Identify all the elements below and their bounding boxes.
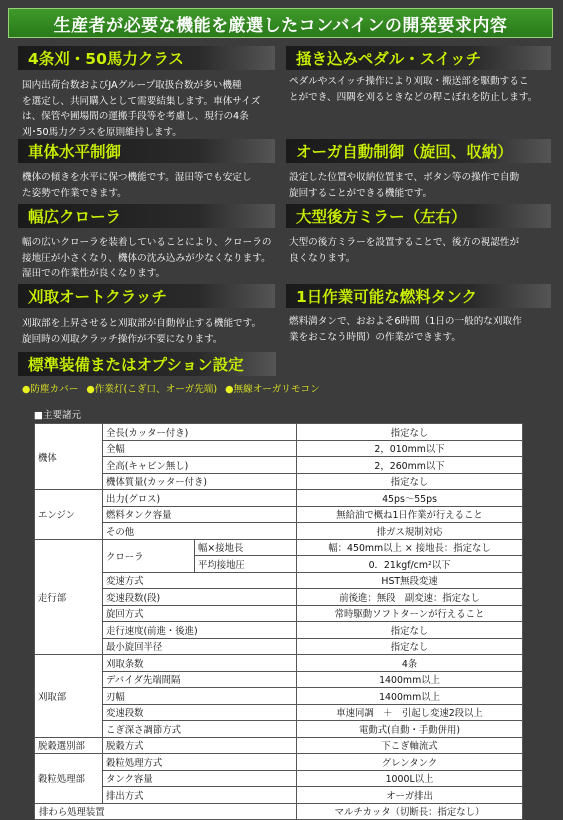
spec-item: 全幅: [103, 440, 297, 457]
spec-item: タンク容量: [103, 770, 297, 787]
options-list: [22, 381, 320, 395]
spec-item: デバイダ先端間隔: [103, 671, 297, 688]
table-row: [35, 523, 523, 540]
spec-item: 刈取条数: [103, 655, 297, 672]
spec-value: 幅：450mm以上 × 接地長：指定なし: [297, 539, 523, 556]
spec-item: 変速段数(段): [103, 589, 297, 606]
spec-item: 最小旋回半径: [103, 638, 297, 655]
feature-title-rear-mirror: 大型後方ミラー（左右）: [286, 204, 551, 228]
spec-value: オーガ排出: [297, 787, 523, 804]
feature-desc-rear-mirror: 大型の後方ミラーを設置することで、後方の視認性が 良くなります。: [289, 237, 520, 264]
spec-item: 穀粒処理方式: [103, 754, 297, 771]
table-row: [35, 440, 523, 457]
spec-value: 4条: [297, 655, 523, 672]
table-row: [35, 589, 523, 606]
spec-subitem: 平均接地圧: [195, 556, 297, 573]
spec-value: 2，260mm以下: [297, 457, 523, 474]
feature-desc-level-control: 機体の傾きを水平に保つ機能です。湿田等でも安定し た姿勢で作業できます。: [22, 172, 252, 199]
table-row: [35, 655, 523, 672]
spec-value: 2，010mm以下: [297, 440, 523, 457]
spec-value: 常時駆動ソフトターンが行えること: [297, 605, 523, 622]
table-row: [35, 770, 523, 787]
spec-item: 全長(カッター付き): [103, 424, 297, 441]
spec-value: 指定なし: [297, 622, 523, 639]
feature-title-auto-clutch: 刈取オートクラッチ: [18, 284, 275, 308]
spec-value: 0．21kgf/cm²以下: [297, 556, 523, 573]
table-row: [35, 506, 523, 523]
spec-value: 45ps～55ps: [297, 490, 523, 507]
spec-value: マルチカッタ（切断長：指定なし）: [297, 803, 523, 820]
page-banner: 生産者が必要な機能を厳選したコンバインの開発要求内容: [8, 8, 553, 38]
spec-value: 指定なし: [297, 638, 523, 655]
table-row: [35, 424, 523, 441]
feature-desc-intake-pedal: ペダルやスイッチ操作により刈取・搬送部を駆動するこ とができ、四隅を刈るときなどの稈こぼれを防止します。: [289, 76, 538, 103]
spec-value: 下こぎ軸流式: [297, 737, 523, 754]
feature-desc-auto-clutch: 刈取部を上昇させると刈取部が自動停止する機能です。 旋回時の刈取クラッチ操作が不要になります。: [22, 318, 262, 345]
spec-value: 1400mm以上: [297, 671, 523, 688]
spec-value: 無給油で概ね1日作業が行えること: [297, 506, 523, 523]
spec-category: 機体: [35, 424, 103, 490]
spec-item: クローラ: [103, 539, 195, 572]
feature-title-wide-crawler: 幅広クローラ: [18, 204, 275, 228]
spec-item: 脱穀方式: [103, 737, 297, 754]
feature-desc-auger-control: 設定した位置や収納位置まで、ボタン等の操作で自動 旋回することができる機能です。: [289, 172, 520, 199]
spec-item: 走行速度(前進・後進): [103, 622, 297, 639]
spec-item: 燃料タンク容量: [103, 506, 297, 523]
table-row: [35, 754, 523, 771]
spec-value: 1400mm以上: [297, 688, 523, 705]
spec-table: [34, 423, 523, 820]
spec-item: 刃幅: [103, 688, 297, 705]
feature-title-fuel-tank: 1日作業可能な燃料タンク: [286, 284, 551, 308]
table-row: [35, 721, 523, 738]
table-row: [35, 671, 523, 688]
table-row: [35, 737, 523, 754]
spec-category: 脱穀選別部: [35, 737, 103, 754]
table-row: [35, 803, 523, 820]
options-title: 標準装備またはオプション設定: [18, 352, 276, 376]
spec-value: 指定なし: [297, 473, 523, 490]
spec-value: 車速同調 ＋ 引起し変速2段以上: [297, 704, 523, 721]
spec-category: 穀粒処理部: [35, 754, 103, 804]
spec-item: 排出方式: [103, 787, 297, 804]
feature-title-auger-control: オーガ自動制御（旋回、収納）: [286, 139, 551, 163]
feature-desc-fuel-tank: 燃料満タンで、おおよそ6時間（1日の一般的な刈取作 業をおこなう時間）の作業ができます。: [289, 316, 522, 343]
spec-item: こぎ深さ調節方式: [103, 721, 297, 738]
option-item: ●作業灯(こぎ口、オーガ先端): [86, 384, 218, 395]
table-row: [35, 490, 523, 507]
table-row: [35, 704, 523, 721]
table-row: [35, 572, 523, 589]
feature-title-intake-pedal: 掻き込みペダル・スイッチ: [286, 46, 551, 70]
table-row: [35, 605, 523, 622]
spec-item: 変速方式: [103, 572, 297, 589]
table-row: [35, 688, 523, 705]
spec-value: 1000L以上: [297, 770, 523, 787]
feature-desc-4row-50hp: 国内出荷台数およびJAグループ取扱台数が多い機種 を選定し、共同購入として需要結集します。車体サイズ は、保管や圃場間の運搬手段等を考慮し、現行の4条 刈･50馬力クラスを原則維持します。: [22, 80, 261, 138]
spec-item: 出力(グロス): [103, 490, 297, 507]
spec-item: 全高(キャビン無し): [103, 457, 297, 474]
table-row: [35, 638, 523, 655]
spec-value: 指定なし: [297, 424, 523, 441]
table-row: [35, 622, 523, 639]
spec-category: 刈取部: [35, 655, 103, 738]
spec-item: その他: [103, 523, 297, 540]
table-row: [35, 457, 523, 474]
spec-category: 走行部: [35, 539, 103, 655]
spec-item: 旋回方式: [103, 605, 297, 622]
table-row: [35, 473, 523, 490]
table-row: [35, 539, 523, 556]
spec-category: 排わら処理装置: [35, 803, 297, 820]
spec-item: 機体質量(カッター付き): [103, 473, 297, 490]
feature-title-4row-50hp: 4条刈・50馬力クラス: [18, 46, 275, 70]
option-item: ●防塵カバー: [22, 384, 79, 395]
table-row: [35, 787, 523, 804]
spec-value: グレンタンク: [297, 754, 523, 771]
feature-desc-wide-crawler: 幅の広いクローラを装着していることにより、クローラの 接地圧が小さくなり、機体の沈み込みが少なくなります。 湿田での作業性が良くなります。: [22, 237, 272, 280]
spec-value: HST無段変速: [297, 572, 523, 589]
spec-label: ■主要諸元: [34, 410, 81, 421]
spec-value: 電動式(自動・手動併用): [297, 721, 523, 738]
feature-title-level-control: 車体水平制御: [18, 139, 275, 163]
spec-item: 変速段数: [103, 704, 297, 721]
spec-value: 前後進：無段 副変速：指定なし: [297, 589, 523, 606]
spec-value: 排ガス規制対応: [297, 523, 523, 540]
option-item: ●無線オーガリモコン: [225, 384, 320, 395]
spec-category: エンジン: [35, 490, 103, 540]
spec-subitem: 幅×接地長: [195, 539, 297, 556]
